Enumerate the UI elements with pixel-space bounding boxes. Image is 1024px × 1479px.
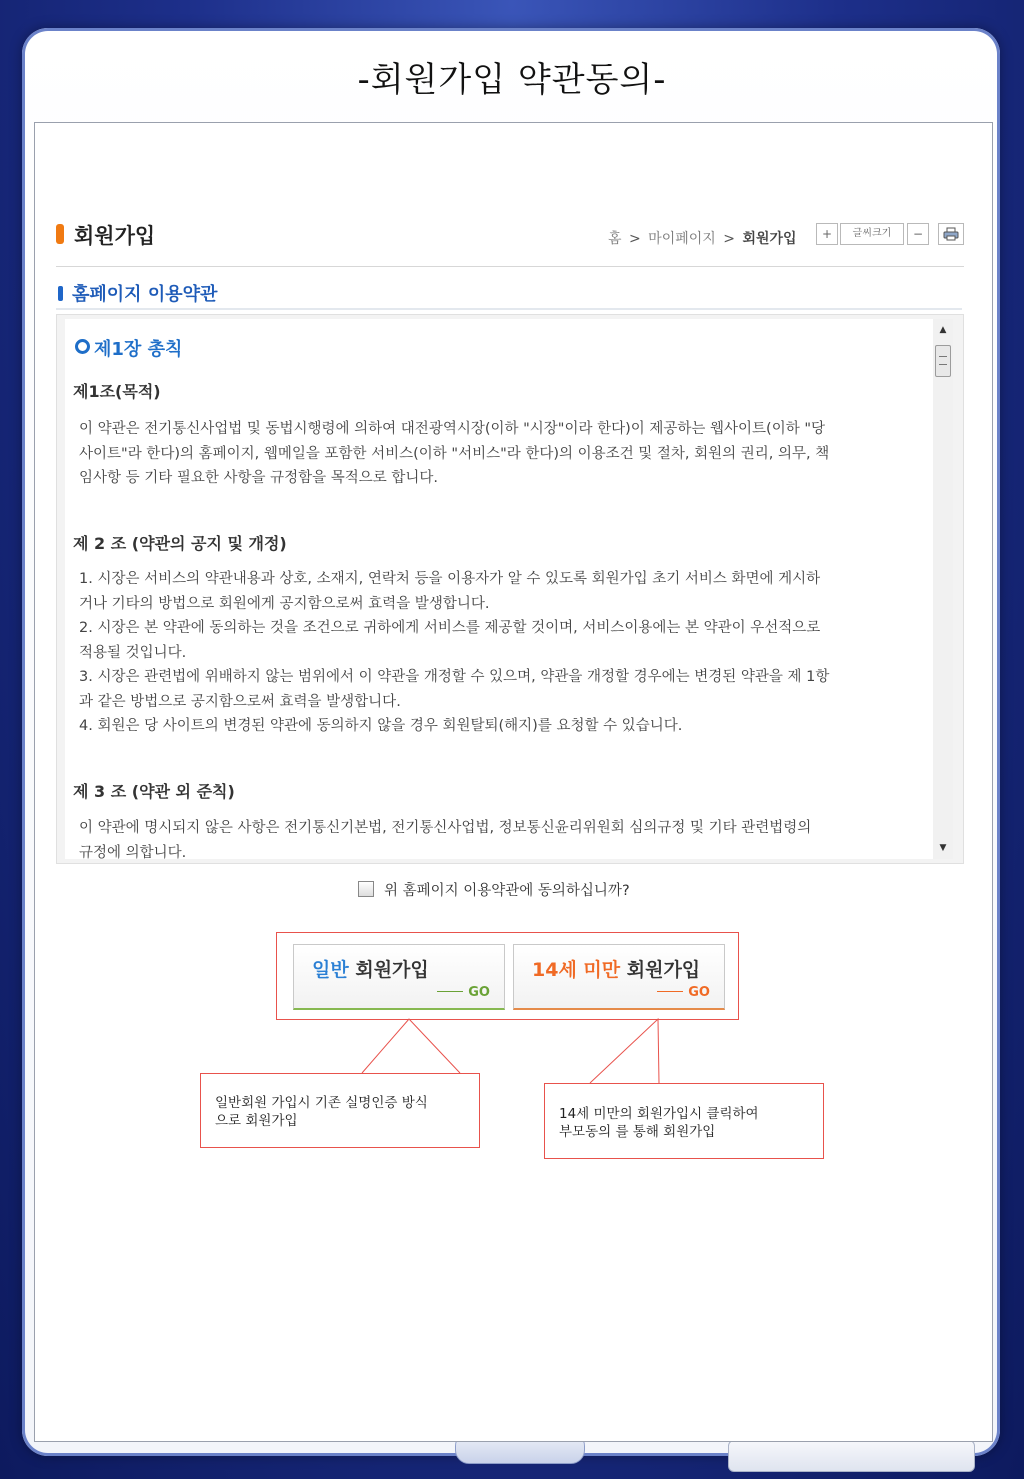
font-size-label: 글씨크기 [840,223,904,245]
callout-line: 일반회원 가입시 기존 실명인증 방식 [215,1095,428,1111]
article-line: 적용될 것입니다. [79,644,187,661]
article-line: 2. 시장은 본 약관에 동의하는 것을 조건으로 귀하에게 서비스를 제공할 것이며, 서비스이용에는 본 약관이 우선적으로 [79,620,821,636]
minor-signup-callout [544,1083,824,1159]
minor-signup-highlight: 14세 미만 [532,959,621,981]
section-divider [56,308,962,310]
minor-signup-text: 회원가입 [620,959,701,981]
go-arrow-icon [437,985,490,1000]
article-body [79,417,925,491]
agree-row [358,879,630,900]
agree-checkbox[interactable] [358,881,374,897]
article-line: 이 약관은 전기통신사업법 및 동법시행령에 의하여 대전광역시장(이하 "시장"이라 한다)이 제공하는 웹사이트(이하 "당 [79,421,826,437]
article-line: 과 같은 방법으로 공지함으로써 효력을 발생합니다. [79,693,401,710]
go-text: GO [468,985,490,1000]
article-line: 4. 회원은 당 사이트의 변경된 약관에 동의하지 않을 경우 회원탈퇴(해지)를 요청할 수 있습니다. [79,718,683,734]
heading-marker [56,224,64,244]
breadcrumb-mypage[interactable]: 마이페이지 [648,231,716,247]
terms-scrollbar[interactable] [933,319,953,859]
general-signup-label [312,955,429,982]
terms-content [65,319,933,859]
article-line: 거나 기타의 방법으로 회원에게 공지함으로써 효력을 발생합니다. [79,595,490,612]
general-signup-highlight: 일반 [312,959,349,981]
general-signup-button[interactable] [293,944,505,1010]
section-title: 홈페이지 이용약관 [72,284,218,305]
chapter-title [75,335,182,361]
scrollbar-thumb[interactable] [935,345,951,377]
article-line: 임사항 등 기타 필요한 사항을 규정함을 목적으로 합니다. [79,470,439,486]
slide-bottom-tab-right [728,1440,975,1472]
article-heading: 제1조(목적) [73,382,161,401]
scroll-up-arrow-icon[interactable]: ▲ [939,325,947,335]
article-line: 3. 시장은 관련법에 위배하지 않는 범위에서 이 약관을 개정할 수 있으며, 약관을 개정할 경우에는 변경된 약관을 제 1항 [79,669,830,685]
minor-signup-button[interactable] [513,944,725,1010]
article-body [79,816,925,859]
general-signup-text: 회원가입 [348,959,429,981]
agree-label[interactable]: 위 홈페이지 이용약관에 동의하십니까? [384,883,630,899]
signup-buttons-highlight [276,932,739,1020]
minor-signup-label [532,955,700,982]
go-text: GO [688,985,710,1000]
breadcrumb-separator: > [723,231,735,247]
article-heading: 제 2 조 (약관의 공지 및 개정) [73,534,287,553]
article-line: 이 약관에 명시되지 않은 사항은 전기통신기본법, 전기통신사업법, 정보통신윤리위원회 심의규정 및 기타 관련법령의 [79,820,812,836]
font-increase-button[interactable]: + [816,223,838,245]
breadcrumb [608,228,797,248]
article-body [79,567,925,739]
page-title: 회원가입 [74,224,156,248]
go-arrow-icon [657,985,710,1000]
page-header [56,220,964,267]
article-heading: 제 3 조 (약관 외 준칙) [73,782,235,801]
section-marker [58,286,63,301]
breadcrumb-current: 회원가입 [742,231,797,247]
callout-line: 14세 미만의 회원가입시 클릭하여 [559,1106,759,1122]
slide-title: -회원가입 약관동의- [357,60,667,100]
font-decrease-button[interactable]: − [907,223,929,245]
breadcrumb-home[interactable]: 홈 [608,231,622,247]
terms-scroll-box[interactable] [56,314,964,864]
breadcrumb-separator: > [628,231,641,247]
general-signup-callout [200,1073,480,1148]
callout-line: 부모동의 를 통해 회원가입 [559,1124,716,1140]
callout-line: 으로 회원가입 [215,1113,298,1129]
article-line: 사이트"라 한다)의 홈페이지, 웹메일을 포함한 서비스(이하 "서비스"라 한다)의 이용조건 및 절차, 회원의 권리, 의무, 책 [79,445,830,462]
chapter-title-text: 제1장 총칙 [94,339,183,360]
scroll-down-arrow-icon[interactable]: ▼ [939,843,947,853]
article-line: 규정에 의합니다. [79,844,187,859]
printer-icon[interactable] [938,223,964,245]
article-line: 1. 시장은 서비스의 약관내용과 상호, 소재지, 연락처 등을 이용자가 알 수 있도록 회원가입 초기 서비스 화면에 게시하 [79,571,821,587]
circle-bullet-icon [75,339,90,354]
